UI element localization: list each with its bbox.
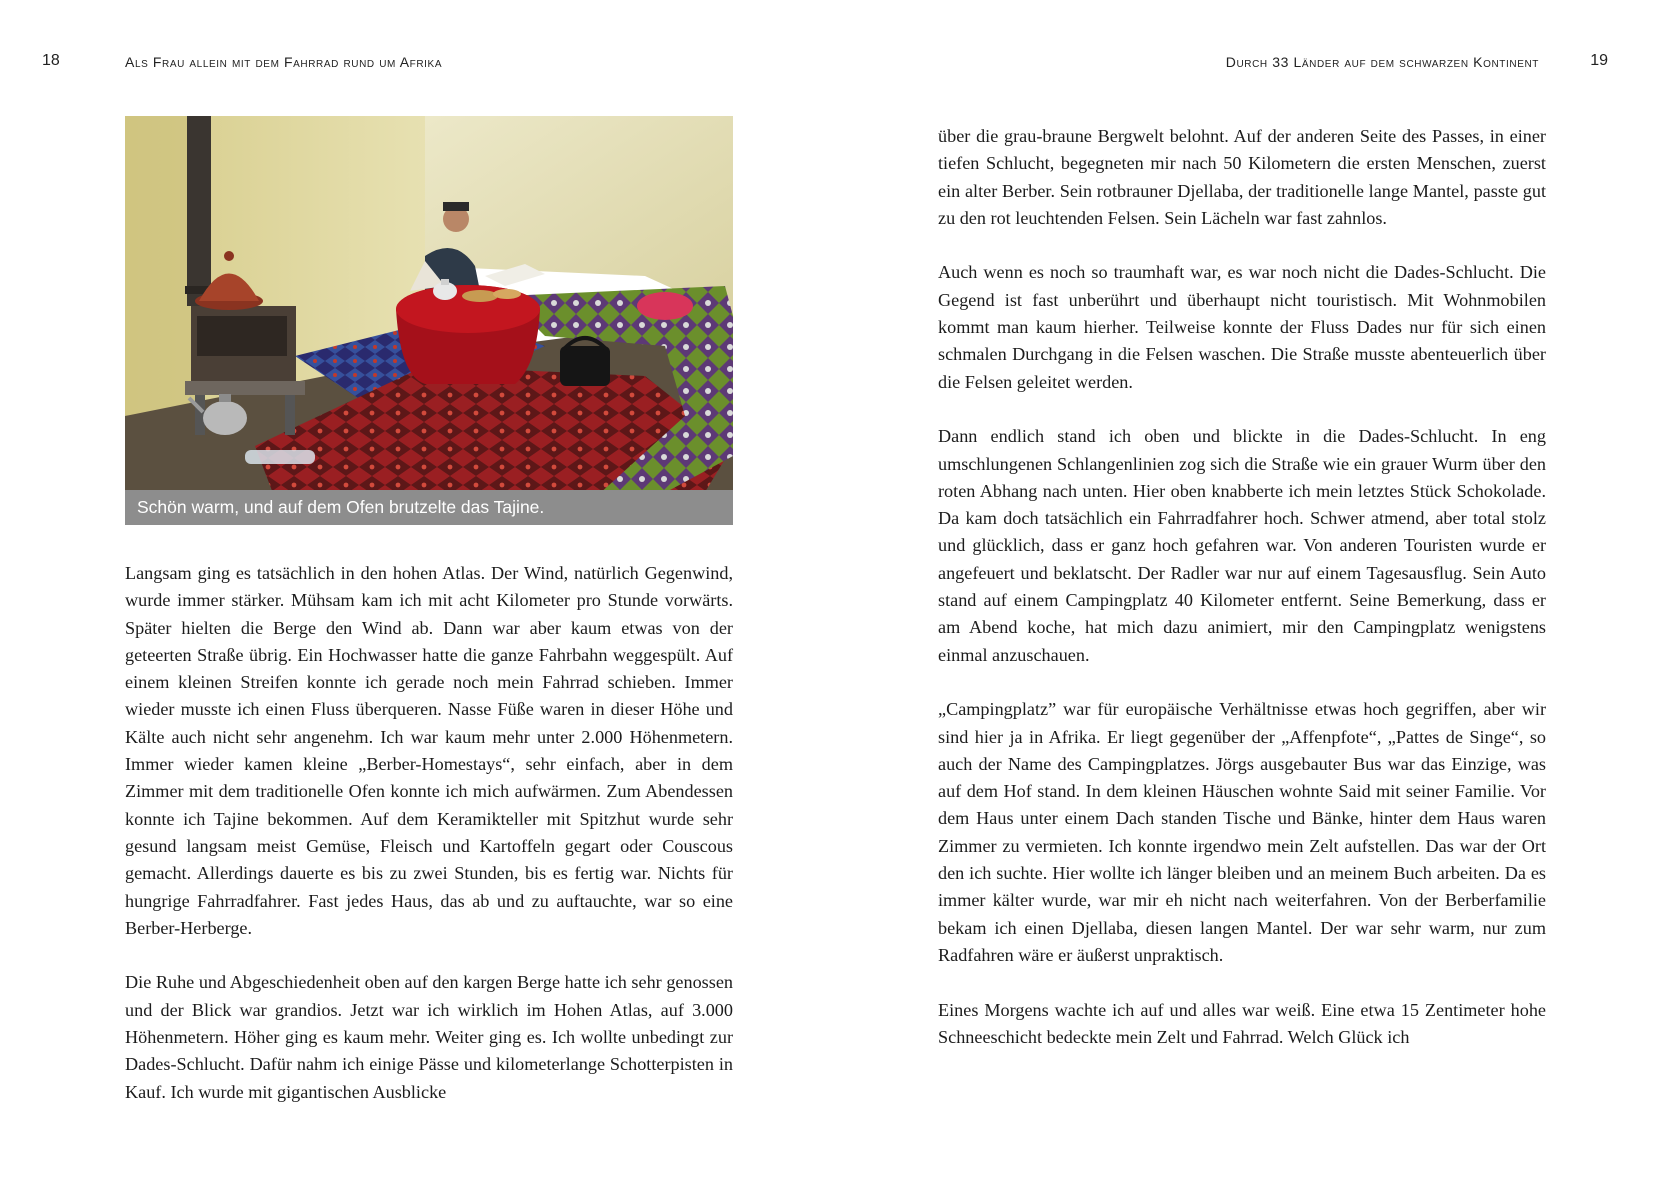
running-head: Als Frau allein mit dem Fahrrad rund um Afrika bbox=[125, 54, 443, 70]
figure-photo bbox=[125, 116, 733, 525]
page-number: 18 bbox=[42, 52, 60, 69]
paragraph: Auch wenn es noch so traumhaft war, es war noch nicht die Dades-Schlucht. Die Gegend ist fast unberührt und überhaupt nicht touristisch. Mit Wohnmobilen kommt man kaum hierher. Teilweise konnte der Fluss Dades nur für sich einen schmalen Durchgang in die Felsen waschen. Die Straße musste abenteuerlich über die Felsen geleitet werden. bbox=[938, 262, 1546, 392]
running-head: Durch 33 Länder auf dem schwarzen Kontinent bbox=[1225, 54, 1539, 70]
paragraph: Langsam ging es tatsächlich in den hohen Atlas. Der Wind, natürlich Gegenwind, wurde immer stärker. Mühsam kam ich mit acht Kilometer pro Stunde vorwärts. Später hielten die Berge den Wind ab. Dann war aber kaum etwas von der geteerten Straße übrig. Ein Hochwasser hatte die ganze Fahrbahn weggespült. Auf einem kleinen Streifen konnte ich gerade noch mein Fahrrad schieben. Immer wieder musste ich einen Fluss überqueren. Nasse Füße waren in dieser Höhe und Kälte auch nicht sehr angenehm. Ich war kaum mehr unter 2.000 Höhenmetern. Immer wieder kamen kleine „Berber-Homestays“, sehr einfach, aber in dem Zimmer mit dem traditionelle Ofen konnte ich mich aufwärmen. Zum Abendessen konnte ich Tajine bekommen. Auf dem Keramikteller mit Spitzhut wurde sehr gesund langsam meist Gemüse, Fleisch und Kartoffeln gegart oder Couscous gemacht. Allerdings dauerte es bis zu zwei Stunden, bis es fertig war. Nichts für hungrige Fahrradfahrer. Fast jedes Haus, das ab und zu auftauchte, war so eine Berber-Herberge. bbox=[125, 563, 733, 938]
page-number: 19 bbox=[1590, 52, 1608, 69]
body-text-left bbox=[125, 560, 733, 1106]
right-page bbox=[827, 0, 1654, 1181]
figure-caption: Schön warm, und auf dem Ofen brutzelte das Tajine. bbox=[125, 490, 733, 525]
paragraph: „Campingplatz” war für europäische Verhältnisse etwas hoch gegriffen, aber wir sind hier ja in Afrika. Er liegt gegenüber der „Affenpfote“, „Pattes de Singe“, so auch der Name des Campingplatzes. Jörgs ausgebauter Bus war das Einzige, was auf dem Hof stand. In dem kleinen Häuschen wohnte Said mit seiner Familie. Vor dem Haus unter einem Dach standen Tische und Bänke, hinter dem Haus waren Zimmer zu vermieten. Ich konnte irgendwo mein Zelt aufstellen. Das war der Ort den ich suchte. Hier wollte ich länger bleiben und an meinem Buch arbeiten. Da es immer kälter wurde, war mir eh nicht nach weiterfahren. Von der Berberfamilie bekam ich einen Djellaba, diesen langen Mantel. Der war sehr warm, nur zum Radfahren wäre er äußerst unpraktisch. bbox=[938, 699, 1546, 965]
body-text-right bbox=[938, 123, 1546, 1051]
paragraph: über die grau-braune Bergwelt belohnt. Auf der anderen Seite des Passes, in einer tiefen Schlucht, begegneten mir nach 50 Kilometern die ersten Menschen, zuerst ein alter Berber. Sein rotbrauner Djellaba, der traditionelle lange Mantel, passte gut zu den rot leuchtenden Felsen. Sein Lächeln war fast zahnlos. bbox=[938, 126, 1546, 228]
photo-illustration bbox=[125, 116, 733, 525]
paragraph: Dann endlich stand ich oben und blickte in die Dades-Schlucht. In eng umschlungenen Schlangenlinien zog sich die Straße wie ein grauer Wurm über den roten Abhang nach unten. Hier oben knabberte ich mein letztes Stück Schokolade. Da kam doch tatsächlich ein Fahrradfahrer hoch. Schwer atmend, aber total stolz und glücklich, dass er ganz hoch gefahren war. Von anderen Touristen wurde er angefeuert und beklatscht. Der Radler war nur auf einem Tagesausflug. Sein Auto stand auf einem Campingplatz 40 Kilometer entfernt. Seine Bemerkung, dass er am Abend koche, hat mich dazu animiert, mir den Campingplatz wenigstens einmal anzuschauen. bbox=[938, 426, 1546, 665]
paragraph: Eines Morgens wachte ich auf und alles war weiß. Eine etwa 15 Zentimeter hohe Schneeschicht bedeckte mein Zelt und Fahrrad. Welch Glück ich bbox=[938, 999, 1546, 1047]
paragraph: Die Ruhe und Abgeschiedenheit oben auf den kargen Berge hatte ich sehr genossen und der Blick war grandios. Jetzt war ich wirklich im Hohen Atlas, auf 3.000 Höhenmetern. Höher ging es kaum mehr. Weiter ging es. Ich wollte unbedingt zur Dades-Schlucht. Dafür nahm ich einige Pässe und kilometerlange Schotterpisten in Kauf. Ich wurde mit gigantischen Ausblicke bbox=[125, 972, 733, 1102]
